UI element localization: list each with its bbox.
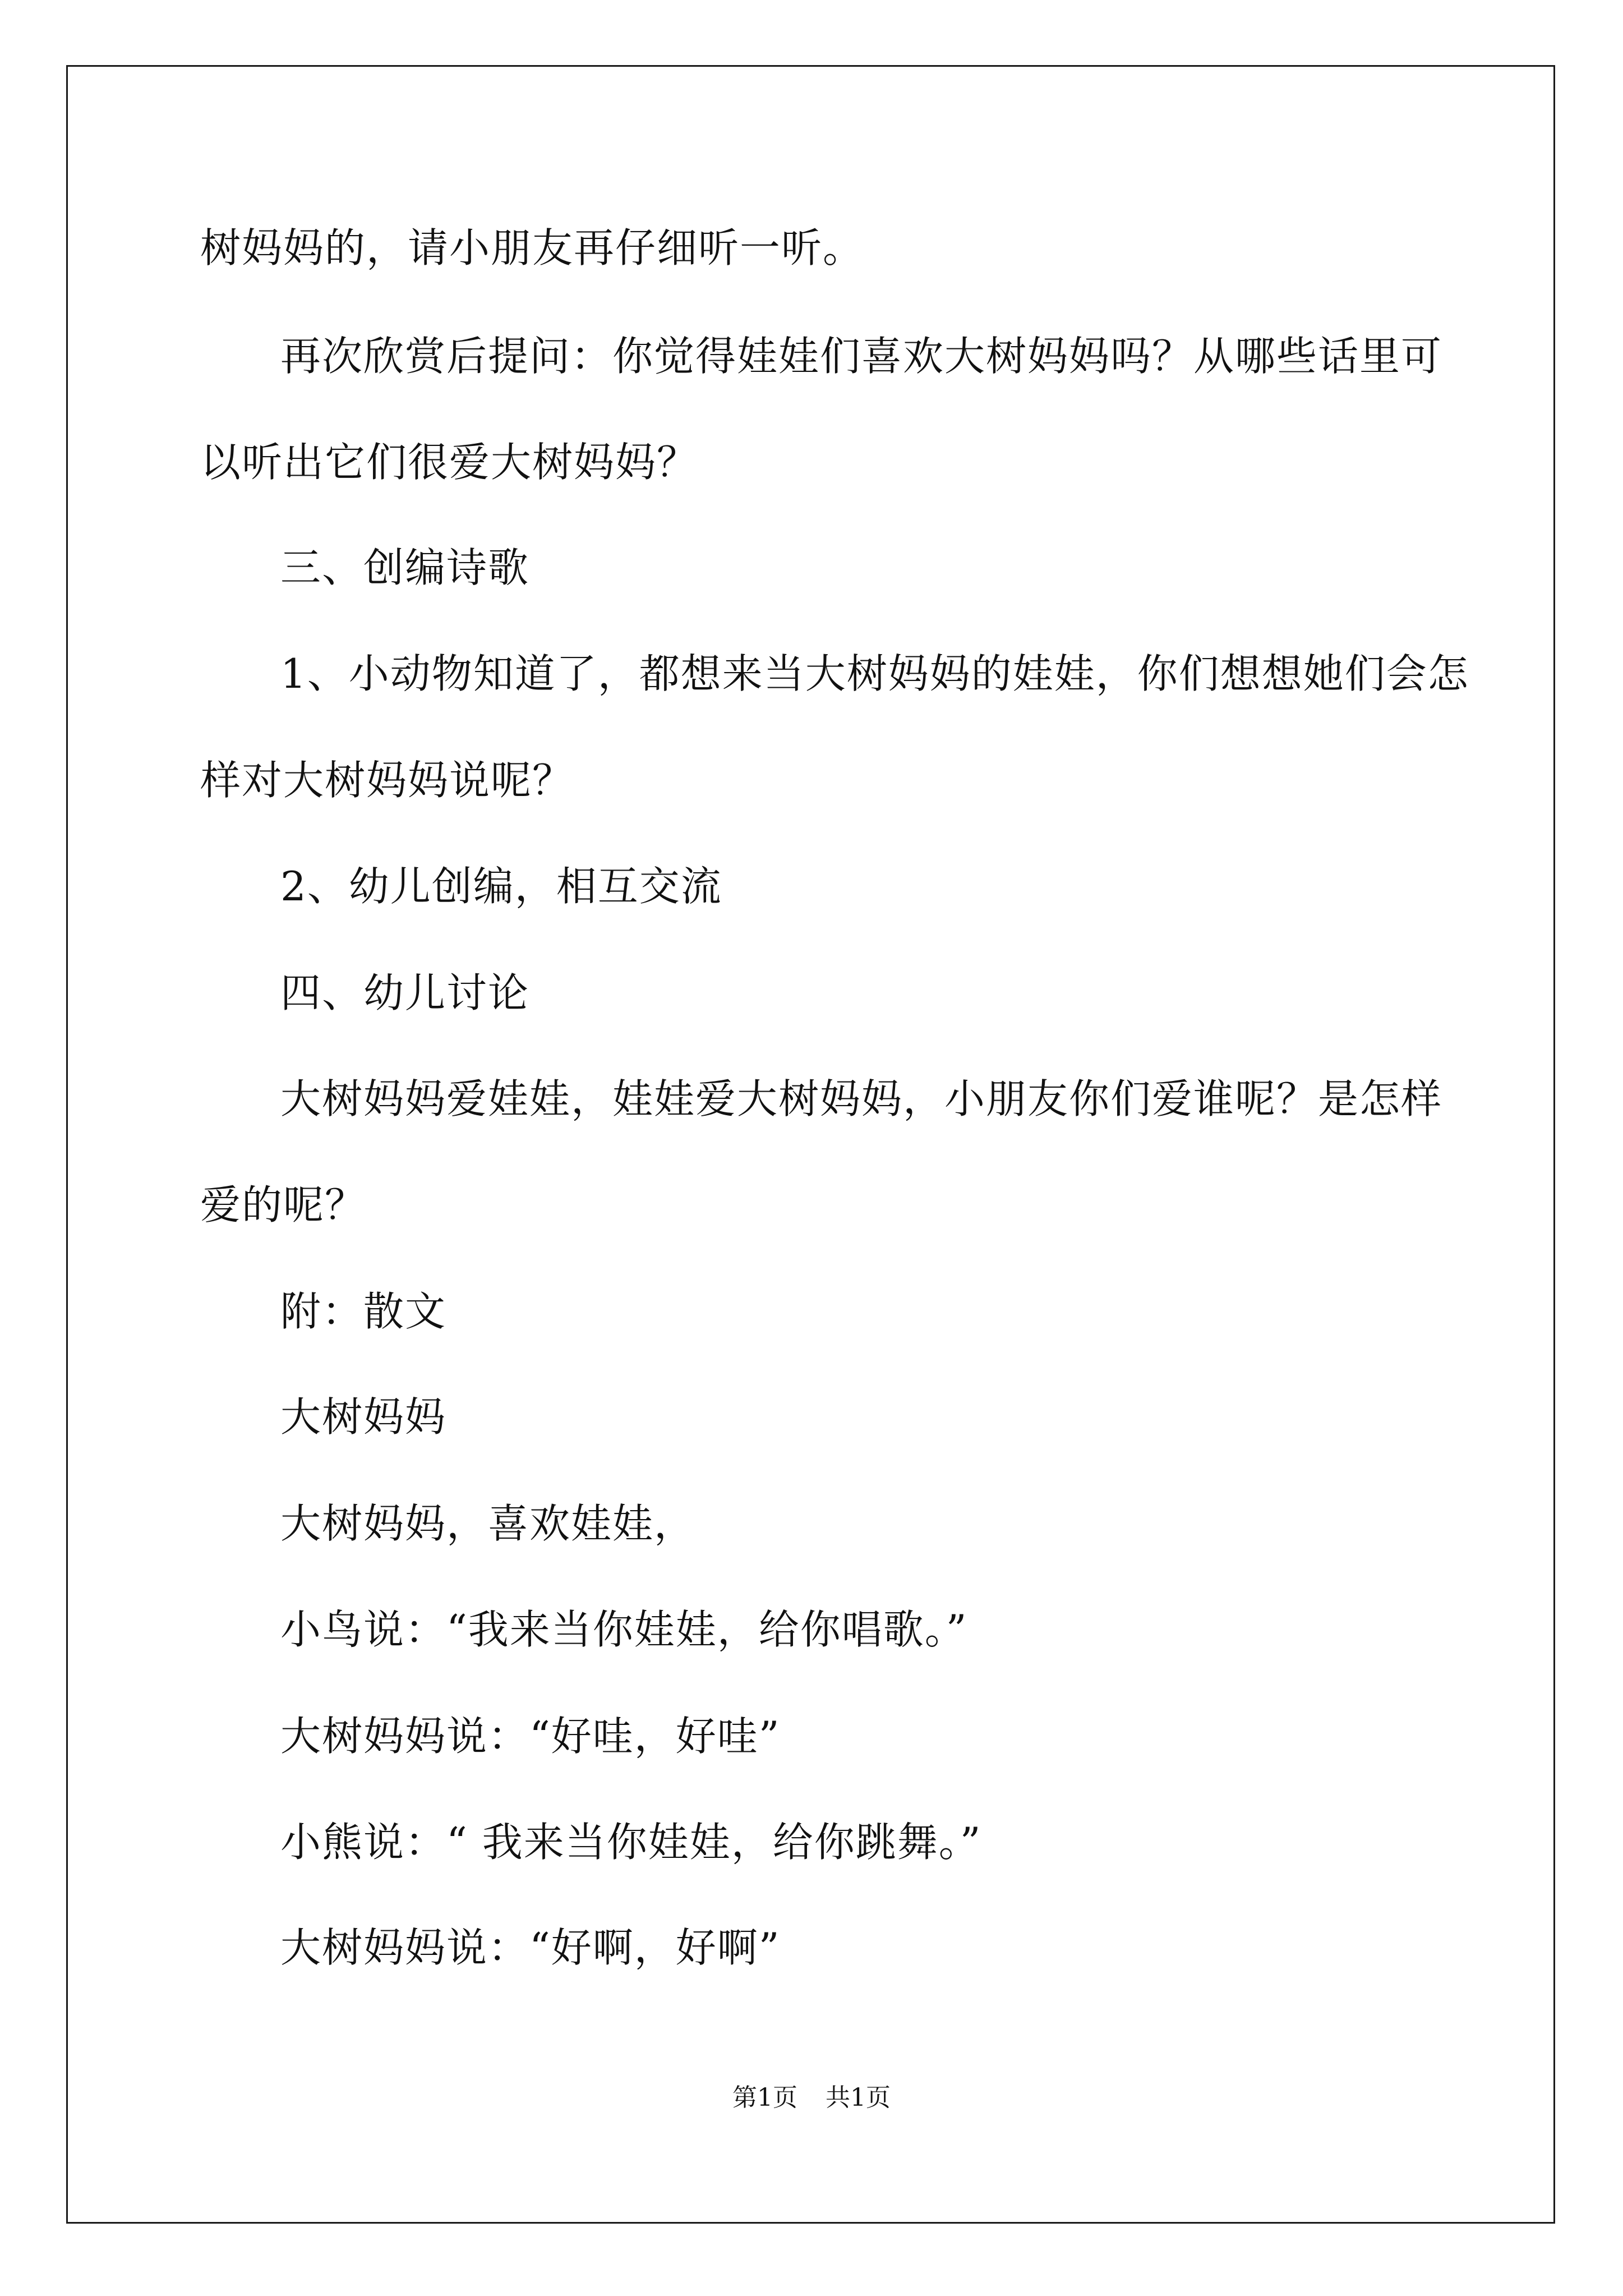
page-number-total: 共1页 bbox=[826, 2083, 891, 2112]
poem-line: 小鸟说：“我来当你娃娃，给你唱歌。” bbox=[280, 1606, 968, 1653]
paragraph-line: 以听出它们很爱大树妈妈？ bbox=[200, 439, 699, 486]
paragraph-line: 树妈妈的，请小朋友再仔细听一听。 bbox=[200, 224, 865, 272]
paragraph-line: 爱的呢？ bbox=[200, 1181, 367, 1228]
paragraph-line: 附：散文 bbox=[280, 1288, 447, 1335]
section-heading: 三、创编诗歌 bbox=[280, 544, 530, 591]
poem-line: 小熊说：“ 我来当你娃娃，给你跳舞。” bbox=[280, 1819, 982, 1866]
paragraph-line: 大树妈妈爱娃娃，娃娃爱大树妈妈，小朋友你们爱谁呢？是怎样 bbox=[280, 1075, 1443, 1122]
paragraph-line: 样对大树妈妈说呢？ bbox=[200, 757, 574, 804]
page-number-current: 第1页 bbox=[732, 2083, 797, 2112]
paragraph-line: 1、小动物知道了，都想来当大树妈妈的娃娃，你们想想她们会怎 bbox=[280, 650, 1469, 697]
poem-line: 大树妈妈说：“好哇，好哇” bbox=[280, 1713, 781, 1760]
poem-title: 大树妈妈 bbox=[280, 1393, 447, 1441]
poem-line: 大树妈妈，喜欢娃娃， bbox=[280, 1500, 696, 1547]
poem-line: 大树妈妈说：“好啊，好啊” bbox=[280, 1924, 781, 1971]
section-heading: 四、幼儿讨论 bbox=[280, 969, 530, 1016]
page-border bbox=[66, 65, 1555, 2224]
paragraph-line: 2、幼儿创编，相互交流 bbox=[280, 863, 722, 910]
page-footer bbox=[0, 2081, 1623, 2115]
paragraph-line: 再次欣赏后提问：你觉得娃娃们喜欢大树妈妈吗？从哪些话里可 bbox=[280, 333, 1443, 380]
